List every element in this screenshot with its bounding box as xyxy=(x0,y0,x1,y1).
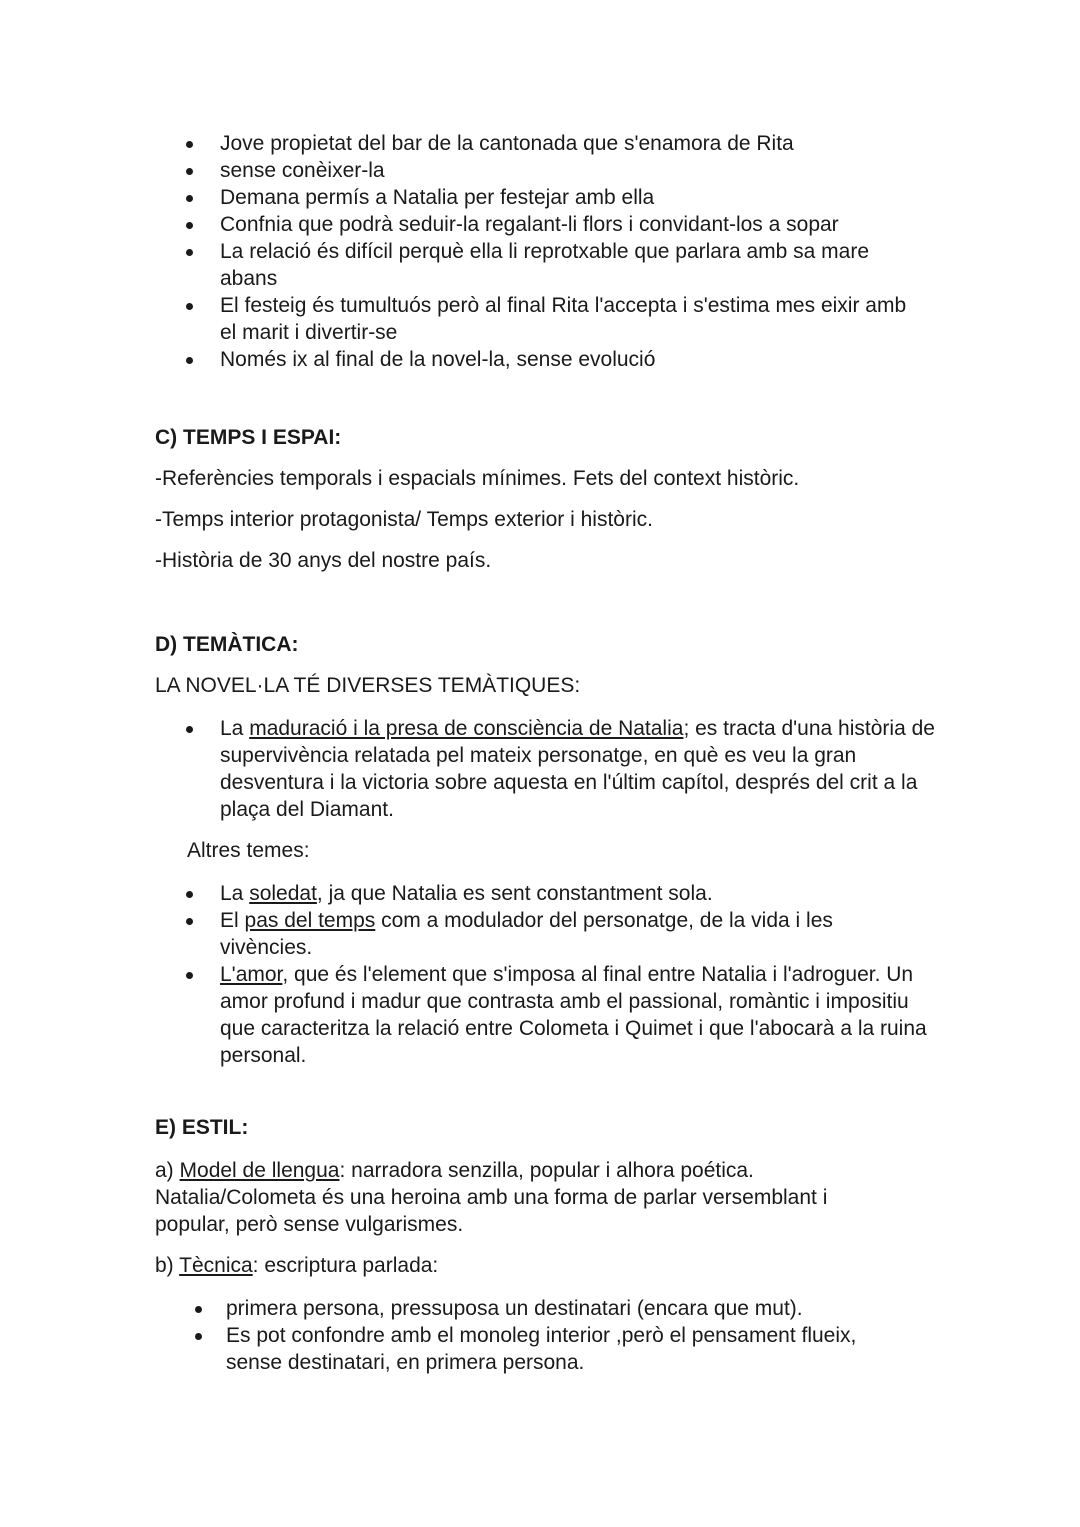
text-run: a) xyxy=(155,1159,180,1182)
paragraph: -Història de 30 anys del nostre país. xyxy=(155,549,492,572)
text-run: : narradora senzilla, popular i alhora poética. Natalia/Colometa és una heroina amb una forma de parlar versemblant i popular, però sense vulgarismes. xyxy=(155,1159,828,1236)
underlined-term: pas del temps xyxy=(244,909,376,932)
paragraph: -Temps interior protagonista/ Temps exterior i històric. xyxy=(155,508,653,531)
list-item: Demana permís a Natalia per festejar amb ella xyxy=(155,184,955,211)
paragraph xyxy=(155,1157,865,1238)
technique-list xyxy=(155,1295,955,1376)
temps-section xyxy=(155,424,955,574)
text-run: La xyxy=(220,717,250,740)
list-item: primera persona, pressuposa un destinatari (encara que mut). xyxy=(155,1295,955,1322)
section-heading: C) TEMPS I ESPAI: xyxy=(155,426,342,449)
text-run: b) xyxy=(155,1254,180,1277)
rita-bullet-list xyxy=(155,130,955,373)
list-item xyxy=(155,961,940,1069)
list-item xyxy=(155,880,955,907)
list-item: El festeig és tumultuós però al final Rita l'accepta i s'estima mes eixir amb el marit i divertir-se xyxy=(155,292,920,346)
underlined-term: maduració i la presa de consciència de Natalia xyxy=(249,717,684,740)
tematica-section xyxy=(155,631,955,1069)
main-theme-list xyxy=(155,715,955,823)
underlined-term: Tècnica xyxy=(179,1254,253,1277)
paragraph: LA NOVEL·LA TÉ DIVERSES TEMÀTIQUES: xyxy=(155,674,581,697)
paragraph xyxy=(155,1252,955,1279)
list-item: Jove propietat del bar de la cantonada que s'enamora de Rita xyxy=(155,130,955,157)
rita-section xyxy=(155,130,955,373)
text-run: , que és l'element que s'imposa al final entre Natalia i l'adroguer. Un amor profund i madur que contrasta amb el passional, romàntic i impositiu que caracteritza la relació entre Colometa i Quimet i que l'abocarà a la ruina personal. xyxy=(220,963,927,1067)
text-run: El xyxy=(220,909,245,932)
list-item xyxy=(155,715,940,823)
text-run: ; es tracta d'una història de supervivència relatada pel mateix personatge, en què es veu la gran desventura i la victoria sobre aquesta en l'últim capítol, després del crit a la plaça del Diamant. xyxy=(220,717,935,821)
list-item: Només ix al final de la novel-la, sense evolució xyxy=(155,346,955,373)
list-item: La relació és difícil perquè ella li reprotxable que parlara amb sa mare abans xyxy=(155,238,900,292)
paragraph: -Referències temporals i espacials mínimes. Fets del context històric. xyxy=(155,467,800,490)
paragraph: Altres temes: xyxy=(187,839,310,862)
list-item: Confnia que podrà seduir-la regalant-li flors i convidant-los a sopar xyxy=(155,211,955,238)
estil-section xyxy=(155,1114,955,1376)
text-run: La xyxy=(220,882,250,905)
other-themes-list xyxy=(155,880,955,1069)
list-item xyxy=(155,907,890,961)
text-run: com a modulador del personatge, de la vida i les vivències. xyxy=(220,909,833,959)
text-run: , ja que Natalia es sent constantment sola. xyxy=(316,882,713,905)
section-heading: E) ESTIL: xyxy=(155,1116,249,1139)
underlined-term: Model de llengua xyxy=(179,1159,340,1182)
underlined-term: soledat xyxy=(249,882,317,905)
text-run: : escriptura parlada: xyxy=(252,1254,439,1277)
section-heading: D) TEMÀTICA: xyxy=(155,633,299,656)
list-item: sense conèixer-la xyxy=(155,157,955,184)
list-item: Es pot confondre amb el monoleg interior ,però el pensament flueix, sense destinatari, en primera persona. xyxy=(155,1322,906,1376)
underlined-term: L'amor xyxy=(220,963,283,986)
